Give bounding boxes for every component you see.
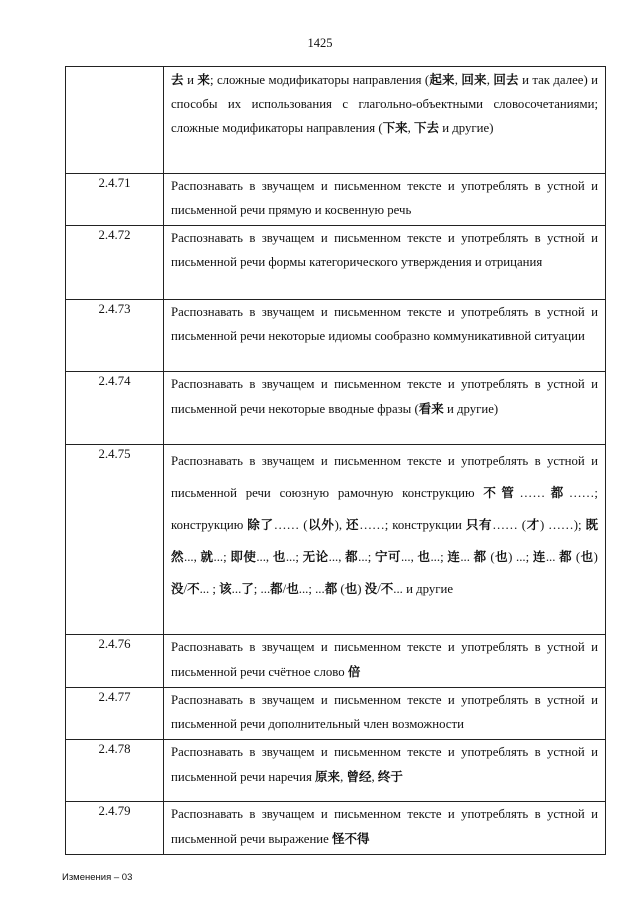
row-description: Распознавать в звучащем и письменном тексте и употреблять в устной и письменной речи некоторые вводные фразы (看来 и другие) [164, 372, 606, 445]
row-number: 2.4.72 [66, 226, 164, 300]
row-description: Распознавать в звучащем и письменном тексте и употреблять в устной и письменной речи счётное слово 倍 [164, 635, 606, 688]
row-number: 2.4.78 [66, 740, 164, 802]
row-number: 2.4.74 [66, 372, 164, 445]
table-row [66, 688, 606, 740]
row-description: Распознавать в звучащем и письменном тексте и употреблять в устной и письменной речи дополнительный член возможности [164, 688, 606, 740]
table-row [66, 300, 606, 372]
table-row [66, 174, 606, 226]
row-description: Распознавать в звучащем и письменном тексте и употреблять в устной и письменной речи союзную рамочную конструкцию 不管……都……; конструкцию 除了…… (以外), 还……; конструкции 只有…… (才) ……); 既然..., 就...; 即使..., 也...; 无论..., 都...; 宁可..., 也...; 连... 都 (也) ...; 连... 都 (也) 没/不... ; 该...了; ...都/也...; ...都 (也) 没/不... и другие [164, 445, 606, 635]
table-row [66, 372, 606, 445]
table-row [66, 445, 606, 635]
row-description: Распознавать в звучащем и письменном тексте и употреблять в устной и письменной речи наречия 原来, 曾经, 终于 [164, 740, 606, 802]
row-description: Распознавать в звучащем и письменном тексте и употреблять в устной и письменной речи некоторые идиомы сообразно коммуникативной ситуации [164, 300, 606, 372]
row-description: Распознавать в звучащем и письменном тексте и употреблять в устной и письменной речи прямую и косвенную речь [164, 174, 606, 226]
table-row [66, 635, 606, 688]
row-number [66, 67, 164, 174]
table-row [66, 67, 606, 174]
table-row [66, 740, 606, 802]
row-number: 2.4.73 [66, 300, 164, 372]
row-description: Распознавать в звучащем и письменном тексте и употреблять в устной и письменной речи выражение 怪不得 [164, 802, 606, 855]
row-number: 2.4.75 [66, 445, 164, 635]
table-row [66, 802, 606, 855]
row-description: Распознавать в звучащем и письменном тексте и употреблять в устной и письменной речи формы категорического утверждения и отрицания [164, 226, 606, 300]
page-number: 1425 [307, 36, 333, 50]
curriculum-table [65, 66, 606, 855]
row-description: 去 и 来; сложные модификаторы направления (起来, 回来, 回去 и так далее) и способы их использования с глагольно-объектными словосочетаниями; сложные модификаторы направления (下来, 下去 и другие) [164, 67, 606, 174]
footer-revision: Изменения – 03 [62, 872, 133, 883]
row-number: 2.4.71 [66, 174, 164, 226]
row-number: 2.4.79 [66, 802, 164, 855]
row-number: 2.4.77 [66, 688, 164, 740]
table-row [66, 226, 606, 300]
row-number: 2.4.76 [66, 635, 164, 688]
